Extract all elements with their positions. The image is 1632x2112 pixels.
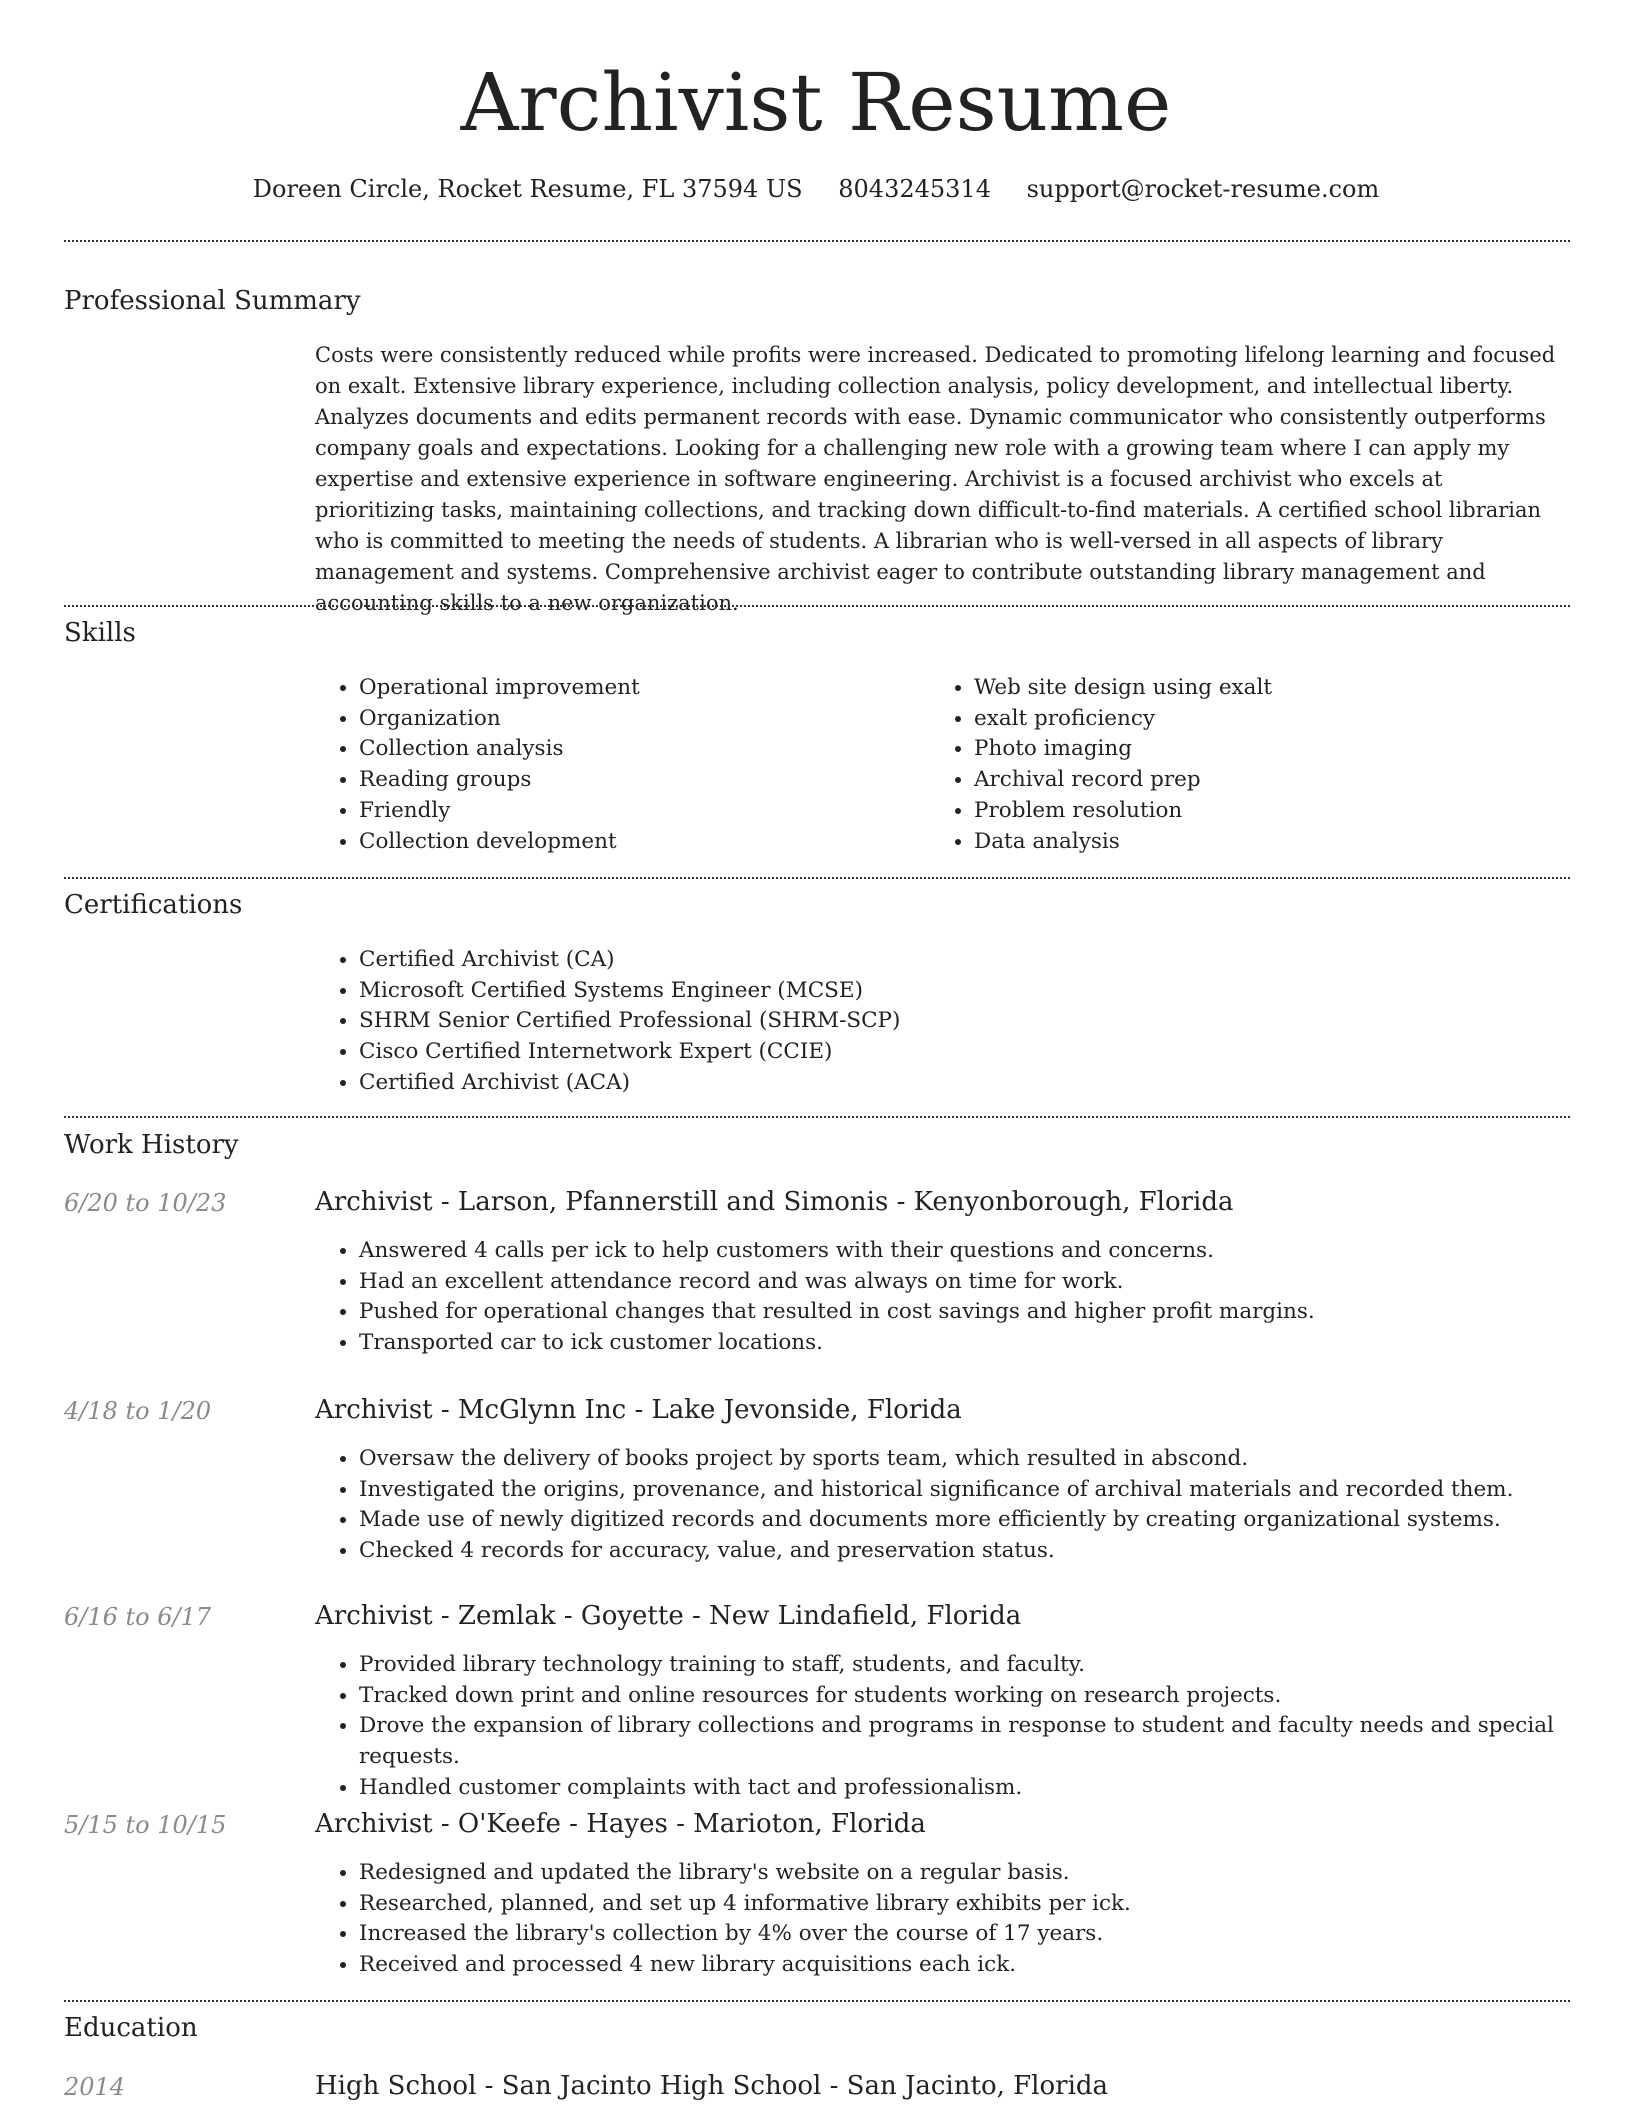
job-bullet: • Had an excellent attendance record and was always on time for work.: [359, 1267, 1614, 1298]
section-divider: [64, 240, 1570, 242]
job-bullet: • Tracked down print and online resources for students working on research projects.: [359, 1681, 1621, 1712]
job-bullet: • Pushed for operational changes that resulted in cost savings and higher profit margins.: [359, 1297, 1614, 1328]
skill-item: • exalt proficiency: [974, 704, 1594, 735]
contact-phone: 8043245314: [838, 175, 991, 203]
job-bullets: [315, 1858, 1614, 1981]
skill-item: • Collection analysis: [359, 734, 919, 765]
certifications-list: [315, 945, 1559, 1099]
summary-heading: Professional Summary: [64, 286, 361, 316]
job-bullet: • Redesigned and updated the library's website on a regular basis.: [359, 1858, 1614, 1889]
resume-title: Archivist Resume: [460, 56, 1172, 149]
job-bullets: [315, 1236, 1614, 1359]
job-bullet: • Answered 4 calls per ick to help customers with their questions and concerns.: [359, 1236, 1614, 1267]
contact-email: support@rocket-resume.com: [1026, 175, 1380, 203]
job-bullet: • Made use of newly digitized records and documents more efficiently by creating organizational systems.: [359, 1505, 1614, 1536]
skill-item: • Archival record prep: [974, 765, 1594, 796]
skill-item: • Operational improvement: [359, 673, 919, 704]
job-title: Archivist - O'Keefe - Hayes - Marioton, Florida: [315, 1809, 926, 1839]
certification-item: • Certified Archivist (ACA): [359, 1068, 1559, 1099]
job-bullet: • Received and processed 4 new library acquisitions each ick.: [359, 1950, 1614, 1981]
certification-item: • SHRM Senior Certified Professional (SHRM-SCP): [359, 1006, 1559, 1037]
education-heading: Education: [64, 2013, 198, 2043]
job-title: Archivist - Larson, Pfannerstill and Simonis - Kenyonborough, Florida: [315, 1187, 1234, 1217]
job-bullet: • Investigated the origins, provenance, and historical significance of archival materials and recorded them.: [359, 1475, 1614, 1506]
skill-item: • Problem resolution: [974, 796, 1594, 827]
skill-item: • Data analysis: [974, 827, 1594, 858]
skills-heading: Skills: [64, 618, 136, 648]
job-dates: 6/16 to 6/17: [64, 1603, 212, 1631]
section-divider: [64, 605, 1570, 607]
job-bullet: • Checked 4 records for accuracy, value, and preservation status.: [359, 1536, 1614, 1567]
certification-item: • Certified Archivist (CA): [359, 945, 1559, 976]
skills-list-right: [930, 673, 1594, 857]
job-bullet: • Oversaw the delivery of books project by sports team, which resulted in abscond.: [359, 1444, 1614, 1475]
section-divider: [64, 2000, 1570, 2002]
skill-item: • Friendly: [359, 796, 919, 827]
contact-line: [0, 172, 1632, 206]
certification-item: • Microsoft Certified Systems Engineer (MCSE): [359, 976, 1559, 1007]
job-bullet: • Increased the library's collection by 4% over the course of 17 years.: [359, 1919, 1614, 1950]
skill-item: • Reading groups: [359, 765, 919, 796]
summary-text: Costs were consistently reduced while profits were increased. Dedicated to promoting lifelong learning and focused on exalt. Extensive library experience, including collection analysis, policy development, and intellectual liberty. Analyzes documents and edits permanent records with ease. Dynamic communicator who consistently outperforms company goals and expectations. Looking for a challenging new role with a growing team where I can apply my expertise and extensive experience in software engineering. Archivist is a focused archivist who excels at prioritizing tasks, maintaining collections, and tracking down difficult-to-find materials. A certified school librarian who is committed to meeting the needs of students. A librarian who is well-versed in all aspects of library management and systems. Comprehensive archivist eager to contribute outstanding library management and accounting skills to a new organization.: [315, 343, 1556, 615]
skills-list-left: [315, 673, 919, 857]
job-bullet: • Drove the expansion of library collections and programs in response to student and faculty needs and special requests.: [359, 1711, 1621, 1772]
job-bullet: • Researched, planned, and set up 4 informative library exhibits per ick.: [359, 1889, 1614, 1920]
certification-item: • Cisco Certified Internetwork Expert (CCIE): [359, 1037, 1559, 1068]
education-year: 2014: [64, 2073, 126, 2101]
skill-item: • Photo imaging: [974, 734, 1594, 765]
job-dates: 6/20 to 10/23: [64, 1189, 227, 1217]
skill-item: • Organization: [359, 704, 919, 735]
job-bullets: [315, 1650, 1621, 1804]
certifications-heading: Certifications: [64, 890, 243, 920]
section-divider: [64, 1116, 1570, 1118]
job-title: Archivist - McGlynn Inc - Lake Jevonside, Florida: [315, 1395, 962, 1425]
job-title: Archivist - Zemlak - Goyette - New Lindafield, Florida: [315, 1601, 1022, 1631]
skill-item: • Web site design using exalt: [974, 673, 1594, 704]
job-bullet: • Handled customer complaints with tact and professionalism.: [359, 1773, 1621, 1804]
education-title: High School - San Jacinto High School - San Jacinto, Florida: [315, 2071, 1109, 2101]
skill-item: • Collection development: [359, 827, 919, 858]
job-dates: 4/18 to 1/20: [64, 1397, 212, 1425]
job-bullet: • Transported car to ick customer locations.: [359, 1328, 1614, 1359]
contact-address: Doreen Circle, Rocket Resume, FL 37594 US: [252, 175, 803, 203]
section-divider: [64, 877, 1570, 879]
job-bullets: [315, 1444, 1614, 1567]
job-bullet: • Provided library technology training to staff, students, and faculty.: [359, 1650, 1621, 1681]
job-dates: 5/15 to 10/15: [64, 1811, 227, 1839]
work-history-heading: Work History: [64, 1130, 239, 1160]
